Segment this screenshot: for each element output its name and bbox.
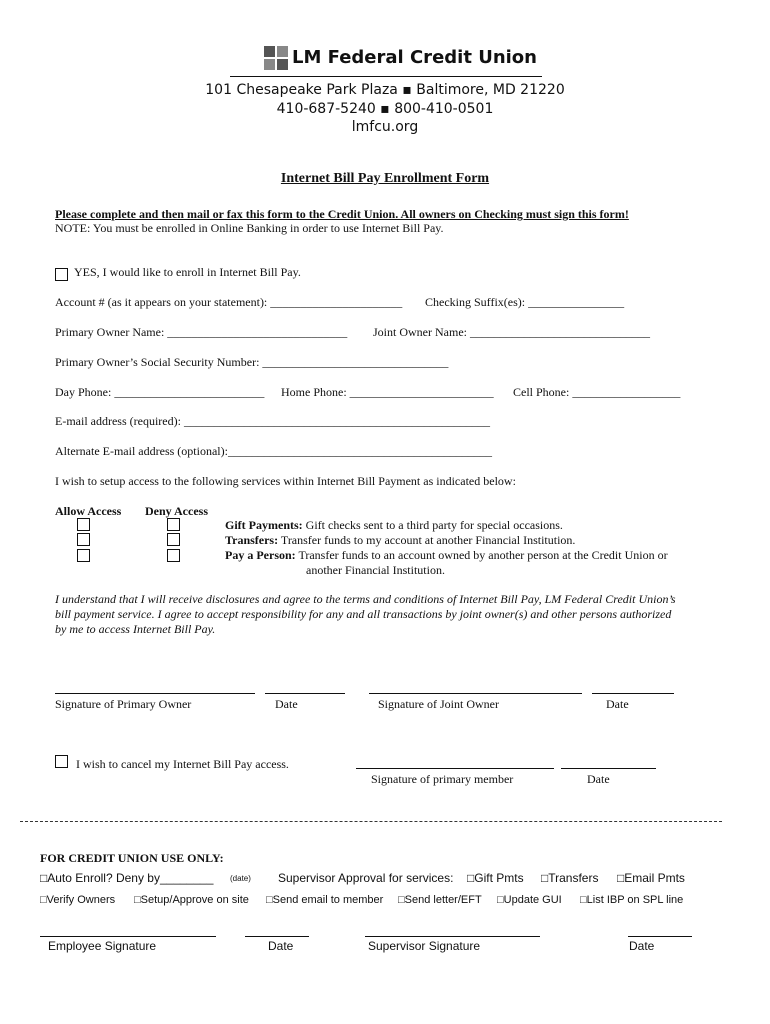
form-instruction: Please complete and then mail or fax this form to the Credit Union. All owners on Checking must sign this form! (55, 207, 629, 221)
enroll-label: YES, I would like to enroll in Internet Bill Pay. (74, 265, 301, 279)
service-row-payperson (225, 548, 668, 563)
form-note: NOTE: You must be enrolled in Online Banking in order to use Internet Bill Pay. (55, 221, 444, 235)
home-phone-field[interactable]: Home Phone: ________________________ (281, 385, 494, 399)
cut-divider (20, 821, 722, 822)
email-field[interactable]: E-mail address (required): ___________________________________________________ (55, 414, 490, 428)
org-website: lmfcu.org (351, 119, 419, 135)
deny-payperson-checkbox[interactable] (167, 549, 180, 562)
header-rule (230, 76, 542, 77)
service-desc: Transfer funds to an account owned by another person at the Credit Union or (298, 548, 668, 562)
sig-joint-line[interactable] (369, 693, 582, 694)
checking-suffix-field[interactable]: Checking Suffix(es): ________________ (425, 295, 625, 309)
service-desc: Transfer funds to my account at another Financial Institution. (280, 533, 576, 547)
services-intro: I wish to setup access to the following services within Internet Bill Payment as indicated below: (55, 474, 516, 488)
setup-approve-checkbox[interactable]: □Setup/Approve on site (134, 894, 249, 906)
supervisor-date-label: Date (629, 939, 655, 953)
service-desc-cont: another Financial Institution. (306, 563, 445, 577)
auto-enroll-checkbox[interactable]: □Auto Enroll? Deny by________ (40, 871, 214, 885)
alt-email-field[interactable]: Alternate E-mail address (optional):____________________________________________ (55, 444, 492, 458)
supervisor-approval-label: Supervisor Approval for services: (278, 871, 454, 885)
joint-owner-field[interactable]: Joint Owner Name: ______________________________ (373, 325, 650, 339)
date-primary-line[interactable] (265, 693, 345, 694)
update-gui-checkbox[interactable]: □Update GUI (497, 894, 562, 906)
agreement-line-1: I understand that I will receive disclosures and agree to the terms and conditions of Internet Bill Pay, LM Federal Credit Union’s (55, 592, 676, 606)
sig-member-label: Signature of primary member (371, 772, 514, 786)
org-name: LM Federal Credit Union (292, 47, 537, 68)
date-primary-label: Date (275, 697, 298, 711)
deny-transfers-checkbox[interactable] (167, 533, 180, 546)
gift-pmts-checkbox[interactable]: □Gift Pmts (467, 871, 524, 885)
day-phone-field[interactable]: Day Phone: _________________________ (55, 385, 265, 399)
cancel-label: I wish to cancel my Internet Bill Pay access. (76, 757, 289, 771)
office-use-heading: FOR CREDIT UNION USE ONLY: (40, 851, 224, 865)
employee-date-line[interactable] (245, 936, 309, 937)
date-member-line[interactable] (561, 768, 656, 769)
allow-transfers-checkbox[interactable] (77, 533, 90, 546)
date-joint-label: Date (606, 697, 629, 711)
verify-owners-checkbox[interactable]: □Verify Owners (40, 894, 116, 906)
sig-primary-label: Signature of Primary Owner (55, 697, 192, 711)
send-email-checkbox[interactable]: □Send email to member (266, 894, 384, 906)
allow-access-header: Allow Access (55, 504, 122, 518)
org-address: 101 Chesapeake Park Plaza ▪ Baltimore, MD 21220 (205, 82, 565, 98)
employee-sig-label: Employee Signature (48, 939, 157, 953)
agreement-line-3: by me to access Internet Bill Pay. (55, 622, 216, 636)
lmfcu-logo-icon (264, 46, 288, 70)
primary-owner-field[interactable]: Primary Owner Name: ______________________________ (55, 325, 348, 339)
service-row-gift (225, 518, 563, 533)
supervisor-sig-label: Supervisor Signature (368, 939, 481, 953)
account-number-field[interactable]: Account # (as it appears on your statement): ______________________ (55, 295, 403, 309)
supervisor-sig-line[interactable] (365, 936, 540, 937)
allow-gift-checkbox[interactable] (77, 518, 90, 531)
agreement-line-2: bill payment service. I agree to accept responsibility for any and all transactions by joint owner(s) and other persons authorized (55, 607, 672, 621)
cell-phone-field[interactable]: Cell Phone: __________________ (513, 385, 681, 399)
ssn-field[interactable]: Primary Owner’s Social Security Number: _______________________________ (55, 355, 449, 369)
email-pmts-checkbox[interactable]: □Email Pmts (617, 871, 685, 885)
allow-payperson-checkbox[interactable] (77, 549, 90, 562)
date-joint-line[interactable] (592, 693, 674, 694)
employee-date-label: Date (268, 939, 294, 953)
cancel-checkbox[interactable] (55, 755, 68, 768)
deny-gift-checkbox[interactable] (167, 518, 180, 531)
service-name: Transfers: (225, 533, 279, 547)
enroll-checkbox[interactable] (55, 268, 68, 281)
service-desc: Gift checks sent to a third party for special occasions. (305, 518, 563, 532)
send-letter-checkbox[interactable]: □Send letter/EFT (398, 894, 482, 906)
service-name: Pay a Person: (225, 548, 296, 562)
org-phones: 410-687-5240 ▪ 800-410-0501 (276, 101, 494, 117)
service-row-transfers (225, 533, 575, 548)
sig-joint-label: Signature of Joint Owner (378, 697, 499, 711)
service-name: Gift Payments: (225, 518, 303, 532)
sig-primary-line[interactable] (55, 693, 255, 694)
employee-sig-line[interactable] (40, 936, 216, 937)
supervisor-date-line[interactable] (628, 936, 692, 937)
transfers-checkbox[interactable]: □Transfers (541, 871, 599, 885)
deny-access-header: Deny Access (145, 504, 208, 518)
date-member-label: Date (587, 772, 610, 786)
form-title: Internet Bill Pay Enrollment Form (280, 171, 490, 186)
sig-member-line[interactable] (356, 768, 554, 769)
list-ibp-checkbox[interactable]: □List IBP on SPL line (580, 894, 684, 906)
date-small-label: (date) (230, 874, 251, 883)
